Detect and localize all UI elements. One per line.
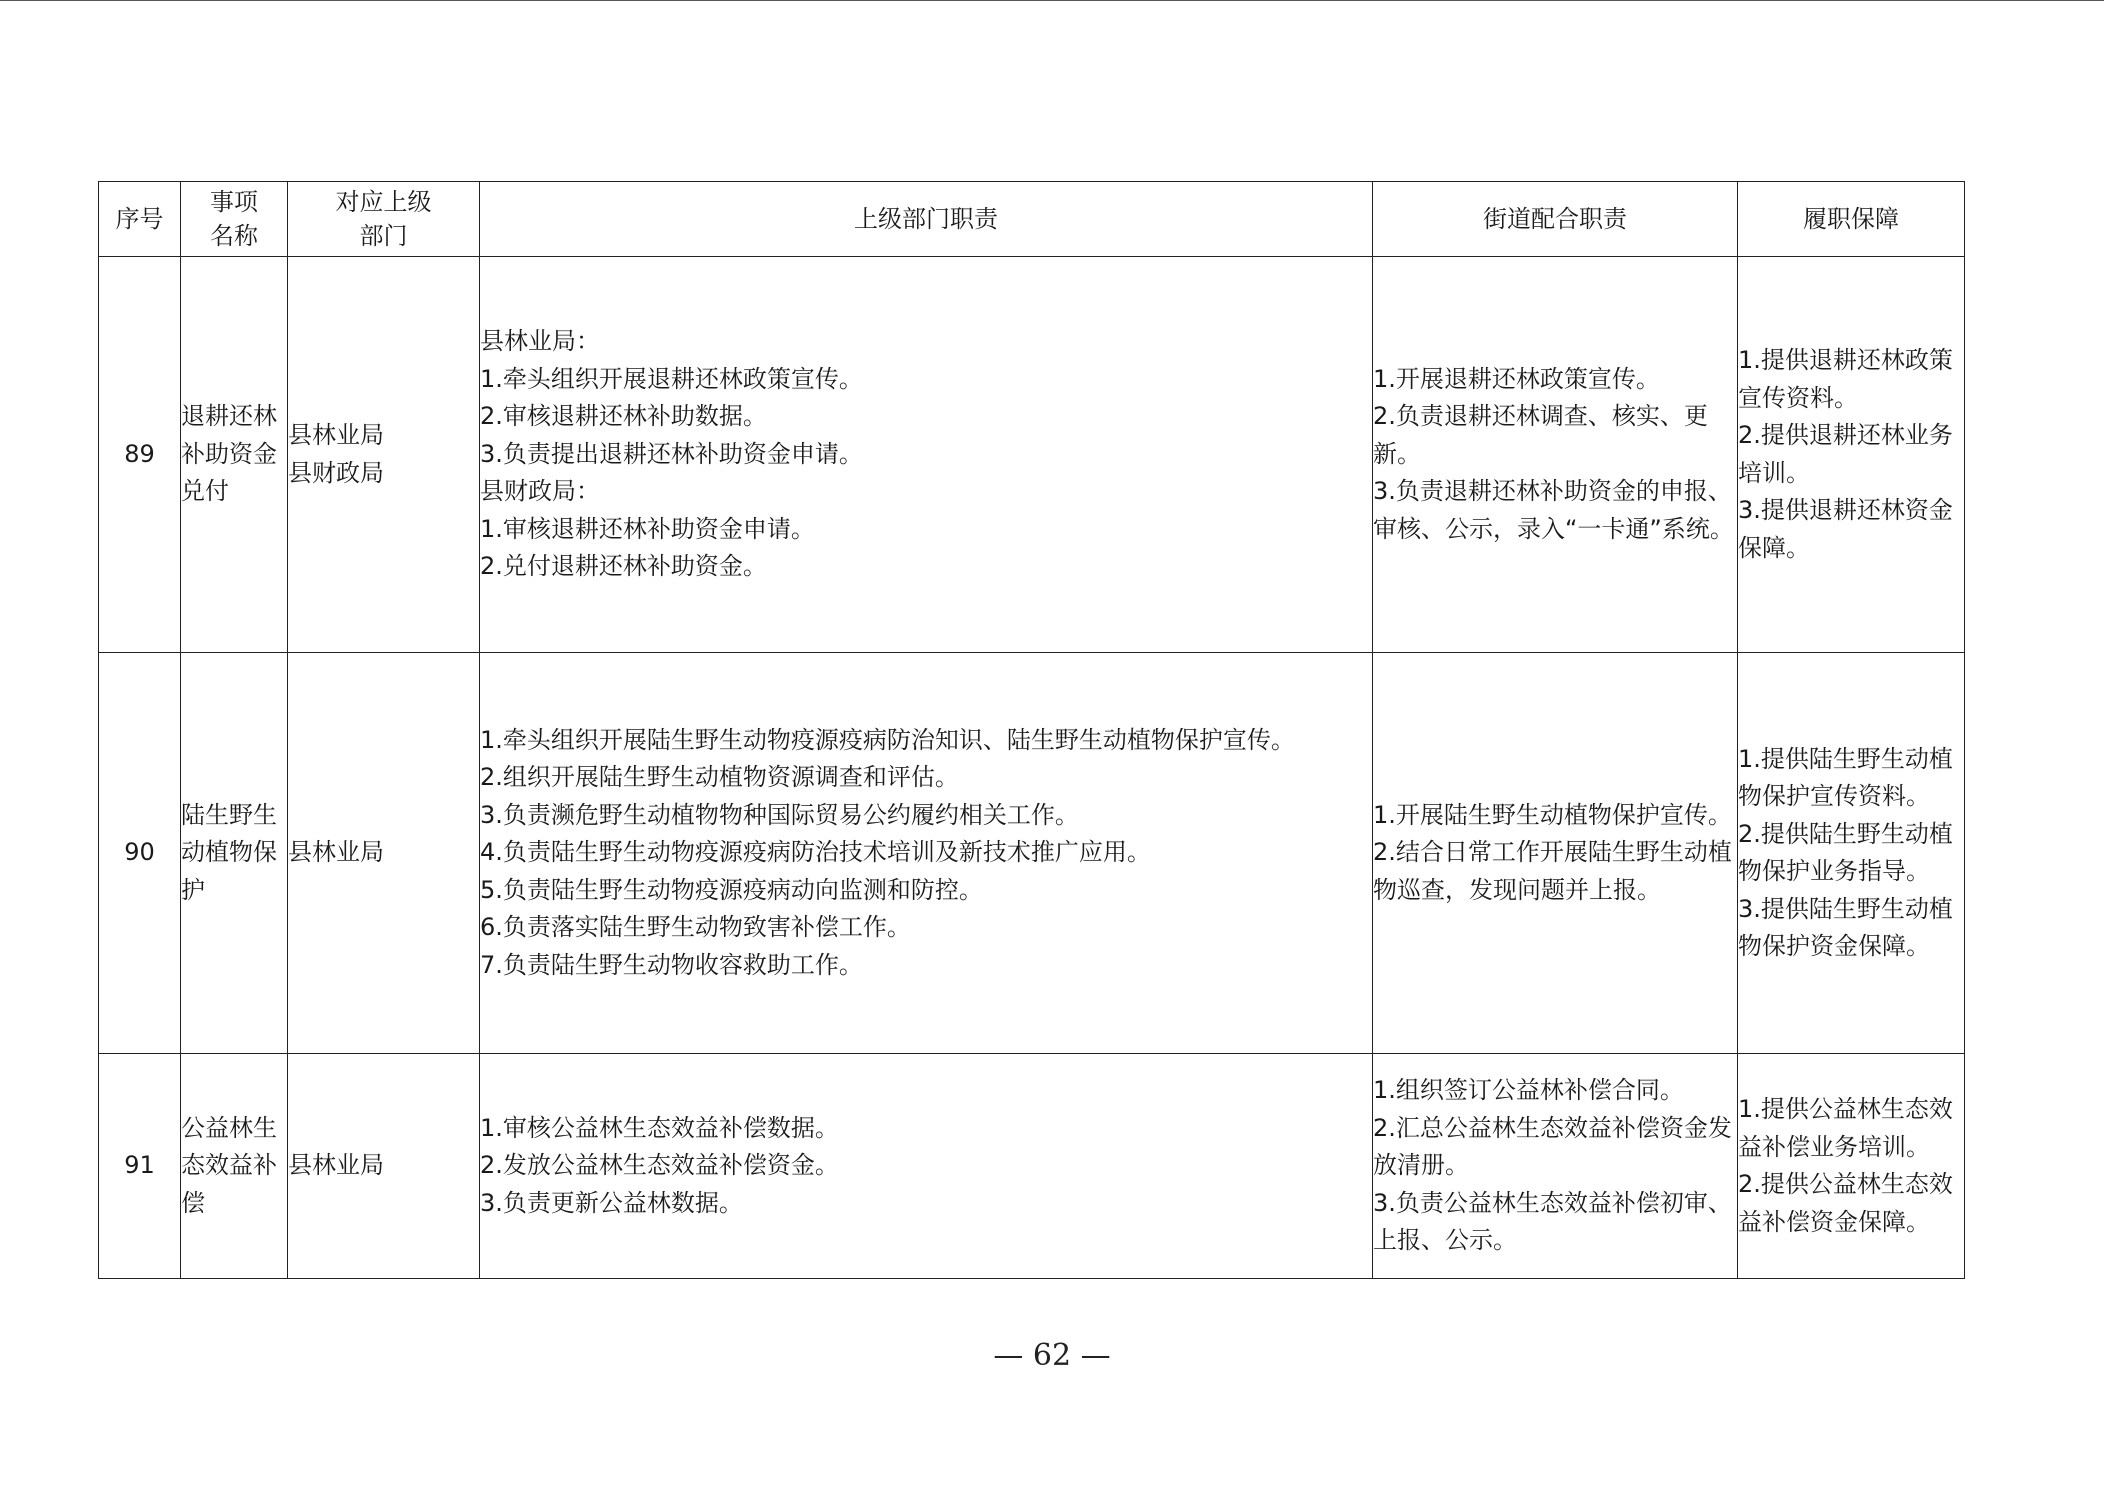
row-number: 89 — [99, 257, 181, 653]
row-number: 90 — [99, 653, 181, 1054]
item-name — [181, 257, 288, 653]
guarantees — [1738, 653, 1965, 1054]
street-duty-item: 1.开展陆生野生动植物保护宣传。 — [1373, 800, 1732, 829]
duty-line: 7.负责陆生野生动物收容救助工作。 — [480, 950, 863, 979]
duty-line: 6.负责落实陆生野生动物致害补偿工作。 — [480, 913, 911, 942]
departments — [288, 653, 480, 1054]
duty-line: 1.审核退耕还林补助资金申请。 — [480, 514, 815, 543]
item-name-text: 退耕还林补助资金兑付 — [181, 402, 277, 506]
item-name — [181, 653, 288, 1054]
item-name-text: 陆生野生动植物保护 — [181, 800, 277, 904]
header-name-line: 名称 — [210, 222, 258, 250]
duty-line: 3.负责更新公益林数据。 — [480, 1188, 743, 1217]
guarantee-item: 2.提供陆生野生动植物保护业务指导。 — [1738, 819, 1953, 885]
duty-line: 3.负责濒危野生动植物物种国际贸易公约履约相关工作。 — [480, 800, 1079, 829]
duty-line: 1.牵头组织开展退耕还林政策宣传。 — [480, 364, 863, 393]
header-department — [288, 182, 480, 257]
duty-line: 县财政局： — [480, 477, 600, 506]
item-name-text: 公益林生态效益补偿 — [181, 1113, 277, 1217]
duty-line: 2.审核退耕还林补助数据。 — [480, 402, 767, 431]
guarantee-item: 1.提供陆生野生动植物保护宣传资料。 — [1738, 744, 1953, 810]
guarantees — [1738, 1054, 1965, 1279]
guarantee-item: 2.提供公益林生态效益补偿资金保障。 — [1738, 1170, 1953, 1236]
department-line: 县林业局 — [288, 1151, 384, 1180]
duty-line: 3.负责提出退耕还林补助资金申请。 — [480, 439, 863, 468]
street-duty-item: 2.结合日常工作开展陆生野生动植物巡查，发现问题并上报。 — [1373, 838, 1732, 904]
street-duties — [1373, 653, 1738, 1054]
header-superior-duties: 上级部门职责 — [480, 182, 1373, 257]
row-number: 91 — [99, 1054, 181, 1279]
table-row — [99, 257, 1965, 653]
guarantee-item: 1.提供公益林生态效益补偿业务培训。 — [1738, 1095, 1953, 1161]
superior-duties — [480, 257, 1373, 653]
street-duty-item: 2.负责退耕还林调查、核实、更新。 — [1373, 402, 1708, 468]
guarantees — [1738, 257, 1965, 653]
guarantee-item: 3.提供陆生野生动植物保护资金保障。 — [1738, 894, 1953, 960]
duty-line: 2.兑付退耕还林补助资金。 — [480, 552, 767, 581]
duty-line: 县林业局： — [480, 327, 600, 356]
header-name — [181, 182, 288, 257]
duty-line: 2.发放公益林生态效益补偿资金。 — [480, 1151, 839, 1180]
header-guarantee: 履职保障 — [1738, 182, 1965, 257]
street-duties — [1373, 1054, 1738, 1279]
header-name-line: 事项 — [210, 188, 258, 216]
header-no: 序号 — [99, 182, 181, 257]
street-duty-item: 3.负责公益林生态效益补偿初审、上报、公示。 — [1373, 1188, 1732, 1255]
header-department-line: 对应上级 — [335, 188, 432, 216]
header-department-line: 部门 — [359, 222, 408, 250]
street-duty-item: 3.负责退耕还林补助资金的申报、审核、公示，录入“一卡通”系统。 — [1373, 477, 1734, 543]
table-header-row — [99, 182, 1965, 257]
duty-line: 5.负责陆生野生动物疫源疫病动向监测和防控。 — [480, 875, 983, 904]
table-row — [99, 653, 1965, 1054]
guarantee-item: 2.提供退耕还林业务培训。 — [1738, 421, 1953, 487]
street-duties — [1373, 257, 1738, 653]
street-duty-item: 2.汇总公益林生态效益补偿资金发放清册。 — [1373, 1113, 1732, 1180]
street-duty-item: 1.组织签订公益林补偿合同。 — [1373, 1076, 1684, 1105]
header-street-duties: 街道配合职责 — [1373, 182, 1738, 257]
superior-duties — [480, 653, 1373, 1054]
duty-table — [98, 181, 1965, 1279]
duty-line: 4.负责陆生野生动物疫源疫病防治技术培训及新技术推广应用。 — [480, 838, 1151, 867]
top-border-line — [0, 0, 2104, 1]
page-number: — 62 — — [993, 1338, 1111, 1373]
street-duty-item: 1.开展退耕还林政策宣传。 — [1373, 364, 1660, 393]
guarantee-item: 3.提供退耕还林资金保障。 — [1738, 496, 1953, 562]
duty-line: 1.牵头组织开展陆生野生动物疫源疫病防治知识、陆生野生动植物保护宣传。 — [480, 725, 1295, 754]
duty-line: 2.组织开展陆生野生动植物资源调查和评估。 — [480, 763, 959, 792]
guarantee-item: 1.提供退耕还林政策宣传资料。 — [1738, 346, 1953, 412]
superior-duties — [480, 1054, 1373, 1279]
table-row — [99, 1054, 1965, 1279]
departments — [288, 257, 480, 653]
department-line: 县林业局 — [288, 421, 384, 449]
item-name — [181, 1054, 288, 1279]
department-line: 县林业局 — [288, 838, 384, 867]
duty-line: 1.审核公益林生态效益补偿数据。 — [480, 1113, 839, 1142]
departments — [288, 1054, 480, 1279]
department-line: 县财政局 — [288, 458, 384, 487]
